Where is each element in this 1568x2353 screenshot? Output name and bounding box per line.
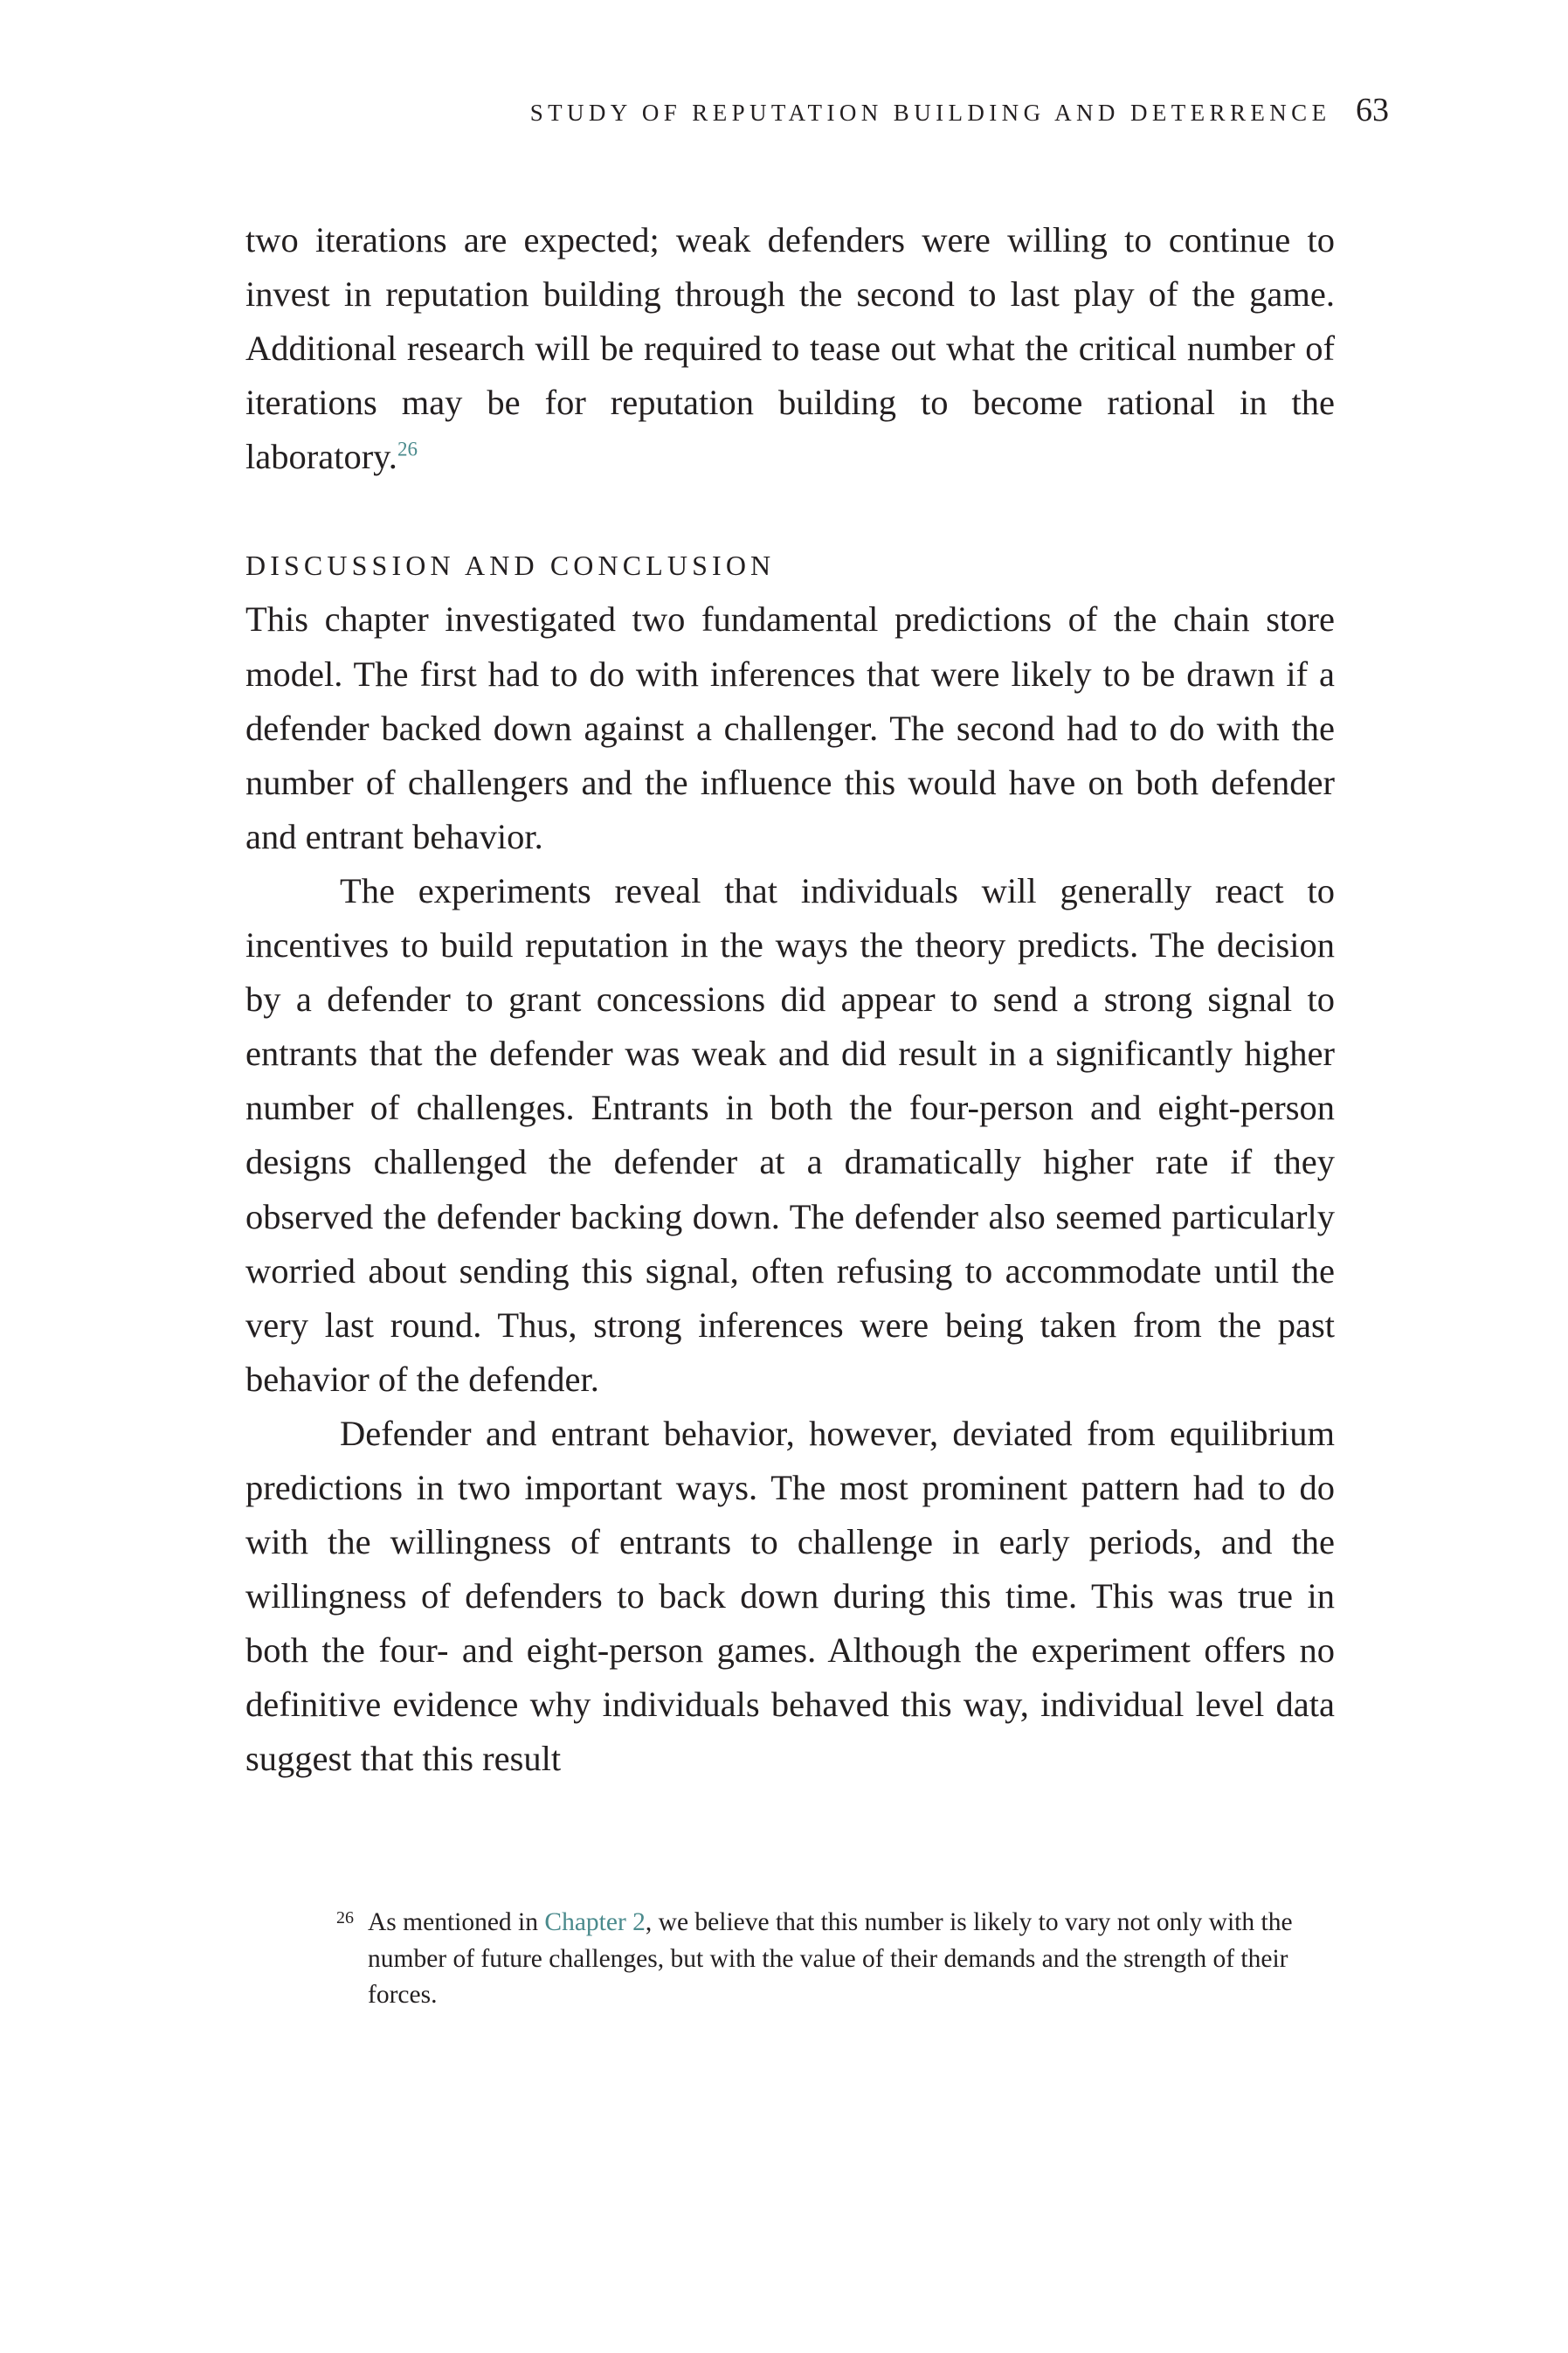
running-head xyxy=(530,91,1389,129)
paragraph: The experiments reveal that individuals will generally react to incentives to build reputation in the ways the theory predicts. The decision by a defender to grant concessions did appear to send a strong signal to entrants that the defender was weak and did result in a significantly higher number of challenges. Entrants in both the four-person and eight-person designs challenged the defender at a dramatically higher rate if they observed the defender backing down. The defender also seemed particularly worried about sending this signal, often refusing to accommodate until the very last round. Thus, strong inferences were being taken from the past behavior of the defender. xyxy=(245,870,1335,1399)
paragraph: This chapter investigated two fundamental predictions of the chain store model. The first had to do with inferences that were likely to be drawn if a defender backed down against a challenger. The second had to do with the number of challengers and the influence this would have on both defender and entrant behavior. xyxy=(245,599,1335,856)
paragraph-text: two iterations are expected; weak defenders were willing to continue to invest in reputation building through the second to last play of the game. Additional research will be required to tease out what the critical number of iterations may be for reputation building to become rational in the laboratory. xyxy=(245,220,1335,477)
section-heading: DISCUSSION AND CONCLUSION xyxy=(245,550,776,582)
paragraph: Defender and entrant behavior, however, deviated from equilibrium predictions in two important ways. The most prominent pattern had to do with the willingness of entrants to challenge in early periods, and the willingness of defenders to back down during this time. This was true in both the four- and eight-person games. Although the experiment offers no definitive evidence why individuals behaved this way, individual level data suggest that this result xyxy=(245,1413,1335,1779)
running-head-title: STUDY OF REPUTATION BUILDING AND DETERRENCE xyxy=(529,100,1331,126)
page-number: 63 xyxy=(1356,92,1389,128)
paragraph-continued xyxy=(245,213,1335,484)
footnote-text xyxy=(336,1905,1323,2014)
chapter-link[interactable]: Chapter 2 xyxy=(544,1908,646,1936)
footnote-number: 26 xyxy=(336,1908,354,1927)
footnote-reference[interactable]: 26 xyxy=(397,438,418,460)
footnote-text-after-link: , we believe that this number is likely to vary not only with the number of future challenges, but with the value of their demands and the strength of their forces. xyxy=(368,1908,1293,2009)
footnote-text-before-link: As mentioned in xyxy=(368,1908,545,1936)
footnote xyxy=(336,1905,1323,2014)
body-text xyxy=(245,213,1335,1787)
